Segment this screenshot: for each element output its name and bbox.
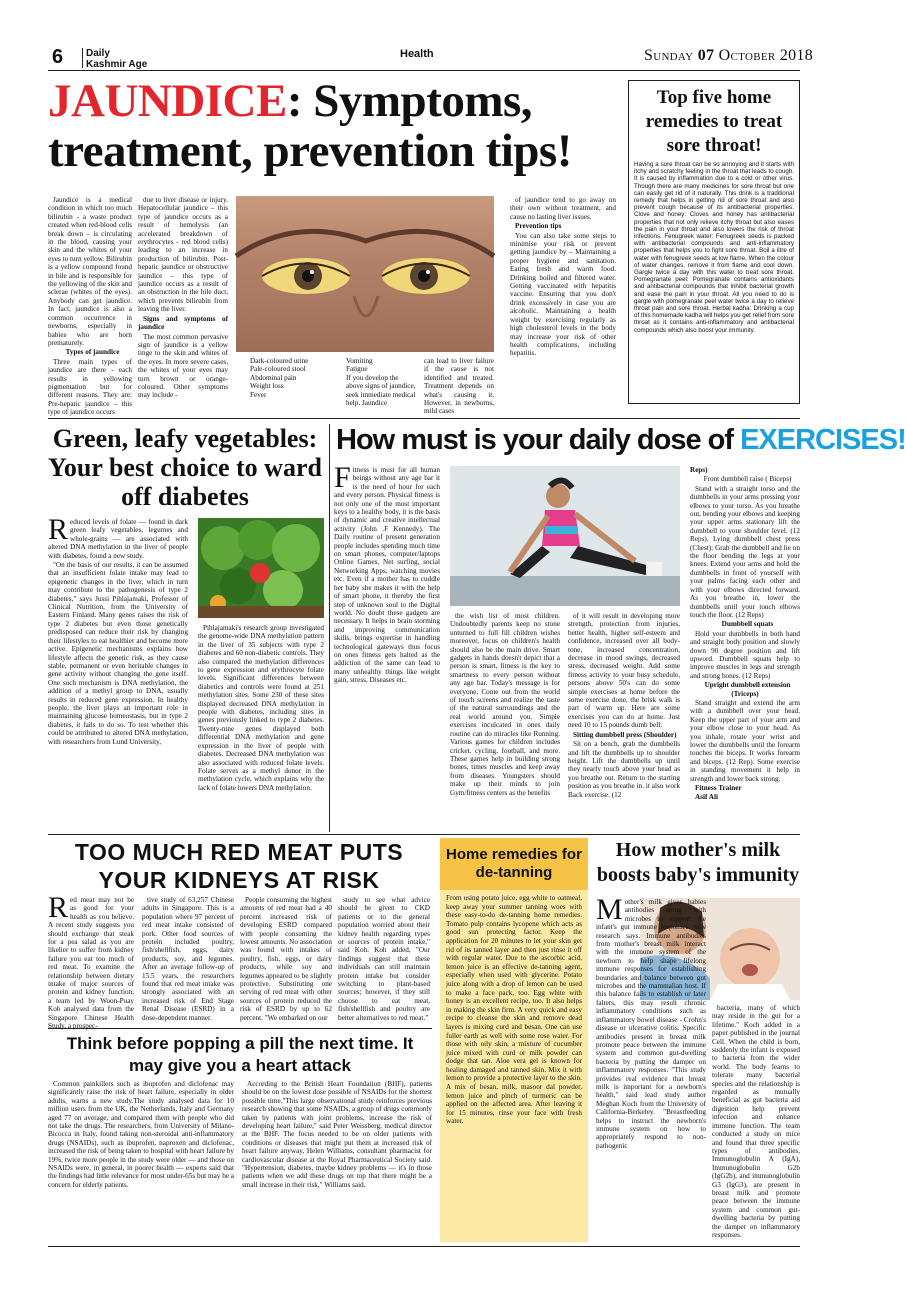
throat-title: Top five home remedies to treat sore throat!	[645, 87, 783, 156]
exercise-front-raise-heading: Front dumbbell raise ( Biceps)	[703, 475, 792, 484]
exercise-col1-para	[334, 461, 440, 685]
meat-dropcap: R	[48, 891, 69, 924]
jaundice-col5-text: of jaundice tend to go away on their own without treatment, and cause no lasting liver issues.	[510, 196, 616, 221]
exercise-col3	[568, 612, 680, 800]
brand-line2: Kashmir Age	[86, 59, 148, 70]
jaundice-signs-heading: Signs and symptoms of jaundice	[138, 314, 228, 332]
jaundice-col1-text: Jaundice is a medical condition in which too much bilirubin - a waste product created when red-blood cells break down – is circulating in the blood, causing your skin and the whites of your eyes to turn yellow. Bilirubin is a yellow compound found in bile and is responsible for the yellowing of the skin and sclerae (whites of the eyes). Anybody can get jaundice. In fact, jaundice is also a common occurrence in newborns, especially in babies who are born prematurely.	[48, 196, 132, 347]
exercise-col1	[334, 461, 440, 686]
meat-col3	[240, 896, 332, 1023]
jaundice-title-line2: treatment, prevention tips!	[48, 125, 572, 177]
jaundice-col5-text-b: You can also take some steps to minimise your risk or prevent getting jaundice by – Maintaining a proper hygiene and sanitation. Eating fresh and warm food. Drinking boiled and filtered water. Getting vaccinated with hepatitis vaccine. Ensuring that you don't drink excessively in case you are alcoholic. Maintaining a health weight by exercising regularly as high cholesterol levels in the body may increase your risk of other health complications, including hepatitis.	[510, 231, 616, 358]
exercise-title	[336, 424, 906, 457]
jaundice-types-heading: Types of jaundice	[65, 348, 120, 357]
exercise-author-role: Fitness Trainer	[695, 784, 742, 793]
greens-body2: Pihlajamaki's research group investigated the genome-wide DNA methylation pattern in the liver of 35 subjects with type 2 diabetes and 60 non-diabetic controls. They also compared the methylation differences to gene expression and erythrocyte folate levels. Significant differences between diabetics and controls were found at 251 methylation sites. Some 230 of these sites displayed decreased DNA methylation in people with diabetes, including sites in genes previously linked to type 2 diabetes. Twenty-nine genes displayed both differential DNA methylation and gene expression in the liver of people with diabetes. Decreased DNA methylation was also associated with reduced folate levels. Folate serves as a methyl donor in the methylation cycle, which explains why the lack of folate lowers DNA methylation.	[198, 624, 324, 792]
jaundice-col5	[510, 196, 616, 359]
greens-photo	[198, 518, 324, 618]
exercise-dropcap: F	[334, 461, 351, 494]
jaundice-col1	[48, 196, 132, 418]
meat-col3-text: People consuming the highest amounts of red meat had a 40 percent increased risk of developing ESRD compared with people consuming the lowest amounts. No association was found with intakes of poultry, fish, eggs, or dairy products, while soy and legumes appeared to be slightly protective. Substituting one serving of red meat with other sources of protein reduced the risk of ESRD by up to 62 percent. "We embarked on our	[240, 896, 332, 1022]
meat-col4	[338, 896, 430, 1023]
date-month: October	[718, 47, 776, 64]
exercise-title-blue: EXERCISES!	[740, 424, 906, 456]
milk-dropcap: M	[596, 893, 623, 926]
greens-dropcap: R	[48, 513, 69, 546]
exercise-col1-text: itness is must for all human beings without any age bar it is the need of hour for each and every person. Physical fitness is not only one of the most important keys to a healthy body, it is the basis of dynamic and creative intellectual activity (John .F Kennedy). The Daily routine of present generation people includes spending much time on smart phones, computer/laptops Online Games, Net surfing, social Networking Apps, watching movies etc. Even if a mother has to cuddle her baby she makes it with the help of smart phone, it thereby the first step of unknown soul to the Digital world. No doubt these gadgets are necessary. It helps in brain storming and improving communication skills, brings expertise in handling technological gateways thus focus on ones fitness gets halted as the addiction of the same can lead to many unhealthy things like weight gain, stress, Diseases etc.	[334, 466, 440, 685]
jaundice-prevention-heading: Prevention tips	[515, 222, 562, 231]
exercise-title-black: How must is your daily dose of	[336, 424, 741, 456]
greens-lead	[48, 513, 188, 560]
meat-title	[48, 838, 430, 894]
tanning-title: Home remedies for de-tanning	[446, 846, 582, 881]
bottom-rule	[48, 1246, 800, 1247]
jaundice-headline	[48, 76, 618, 176]
page-number: 6	[52, 46, 64, 68]
exercise-squats-heading: Dumbbell squats	[721, 620, 774, 629]
exercise-col3-text: of it will result in developing more strength, protection from injuries, better health, higher self-esteem and confidence, increased over all body-tone, increased concentration, decrease in mood swings, decreased stress, decreased weight. Add some fitness activity to your busy schedule, persons above 50's can do some simple exercises at home before the some exercise done, the brisk walk is part of warm up. Here are some exercises you can do at home. Just need 10 to 15 pounds dumb bell:	[568, 612, 680, 730]
row1-rule	[48, 418, 800, 419]
jaundice-title-red: JAUNDICE	[48, 75, 287, 127]
masthead-brand	[86, 48, 147, 70]
throat-box	[628, 80, 800, 404]
jaundice-eyes-photo	[236, 196, 494, 352]
pill-col2-text: According to the British Heart Foundation (BHF), patients should be on the lowest dose possible of NSAIDs for the shortest possible time."This large observational study reinforces previous research showing that some NSAIDs, a group of drugs commonly taken by patients with joint problems, increase the risk of developing heart failure," said Peter Weissberg, medical director at the BHF. The focus needed to be on older patients with conditions or diseases that might put them at increased risk of heart failure anyway, Helen Williams, consultant pharmacist for cardiovascular disease at the Royal Pharmaceutical Society said. "Hypertension, diabetes, maybe kidney problems — it's in those patients when we add these drugs on top that there might be a small increase in their risk," Williams said.	[242, 1080, 432, 1189]
exercise-col4	[690, 466, 800, 803]
issue-date	[644, 47, 813, 65]
greens-title: Green, leafy vegetables: Your best choice to ward off diabetes	[48, 424, 322, 511]
greens-col1	[48, 513, 188, 747]
exercise-col3-text-b: Sit on a bench, grab the dumbbells and lift the dumbbells up to shoulder height. Lift the dumbbells up until they nearly touch above your head as you breathe out. Return to the starting position as you breathe in. it also work Back exercise. (12	[568, 740, 680, 799]
jaundice-col2-text: due to liver disease or injury. Hepatocellular jaundice – this type of jaundice occurs as a result of hemolysis (an accelerated breakdown of erythrocytes - red blood cells) leading to an increase in production of bilirubin. Post-hepatic jaundice or obstructive jaundice – this type of jaundice occurs as a result of an obstruction in the bile duct, which prevents bilirubin from leaving the liver.	[138, 196, 228, 314]
jaundice-col2-text-b: The most common pervasive sign of jaundice is a yellow tinge to the skin and whites of the eyes. In more severe cases, the whites of your eyes may turn brown or orange-coloured. Other symptoms may include -	[138, 332, 228, 400]
greens-col2	[198, 624, 324, 793]
jaundice-title-rest: : Symptoms,	[286, 75, 533, 127]
meat-col1-text: ed meat may not be as good for your health as you believe. A recent study suggests you should exchange that steak for a pea salad as you are likelier to suffer from kidney failure you eat too much of red meat. To examine the relationship between dietary intake of major sources of protein and kidney function, a team led by Woon-Puay Koh analysed data from the Singapore Chinese Health Study, a prospec-	[48, 896, 134, 1031]
exercise-col4-reps: Reps)	[690, 466, 708, 474]
jaundice-col1-text-b: Three main types of jaundice are there - each results in yellowing pigmentation but for different reasons. They are: Pre-hepatic jaundice – this type of jaundice occurs	[48, 357, 132, 417]
vegetables-illustration	[198, 518, 324, 618]
exercise-col2	[450, 612, 560, 798]
jaundice-symptoms-b: Vomiting Fatigue If you develop the above signs of jaundice, seek immediate medical help. Jaundice	[346, 357, 416, 408]
tanning-header	[440, 838, 588, 890]
pill-col1	[48, 1080, 234, 1190]
exercise-col4-text-b: Stand with a straight torso and the dumbbells in your arms pressing your elbows to your torso. As you breathe out, bending your elbows and keeping your upper arms stationary lift the dumbbell to your shoulder level. (12 Reps). Lying dumbbell chest press (Chest): Grab the dumbbell and lie on the floor bending the legs at your knees. Extend your arms and hold the dumbbells in front of yourself with your palms facing each other and with your elbows directed forward. As you breathe in, lower the dumbbells until your touch elbows touch the floor. (12 Reps)	[690, 484, 800, 619]
pill-col2	[242, 1080, 432, 1190]
meat-col2-text: tive study of 63,257 Chinese adults in Singapore. This is a population where 97 percent of red meat intake consisted of pork. Other food sources of protein included poultry, fish/shellfish, eggs, dairy products, soy, and legumes. After an average follow-up of 15.5 years, the researchers found that red meat intake was strongly associated with an increased risk of End Stage Renal Disease (ESRD) in a dose-dependent manner.	[142, 896, 234, 1022]
tanning-body: From using potato juice, egg white to oatmeal, keep away your summer tanning woes with these easy-to-do de-tanning home remedies. Tomato pulp contains lycopene which acts as good sun protecting factor. Keep the application for 20 minutes to let your skin get rid of its tanned layer and then just rinse it off with regular water. Due to the ascorbic acid, lemon juice is an effective de-tanning agent, especially when used with glycerine. Potato juice along with a drop of lemon can be used to make a face pack, too. Egg white with honey is an excellent recipe, too. It also helps in making the skin firm. A very quick and easy recipe to cleanse the skin and remove dead layers is mixing curd and besan. One can use fuller earth as well with some rose water. For those with oily skin, a mixture of cucumber juice mixed with curd or milk powder can dodge that tan. Aloe vera gel is known for healing damaged and tanned skin. Mix it with lemon to provide a protective layer to the skin. A mix of besan, milk, masoor dal powder, lemon juice and pinch of turmeric can be applied on the affected area. After leaving it for 15 minutes, rinse your face with fresh water.	[440, 890, 588, 1242]
row2-rule	[48, 834, 800, 835]
meat-col2	[142, 896, 234, 1023]
pill-title-line1: Think before popping a pill the next time. It	[66, 1034, 414, 1053]
exercise-extension-heading: Upright dumbbell extension (Triceps)	[704, 681, 791, 698]
meat-col4-text: study to see what advice should be given to CKD patients or to the general population worried about their kidney health regarding types or sources of protein intake," said Koh. Koh added, "Our findings suggest that these individuals can still maintain protein intake but consider switching to plant-based sources; however, if they still choose to eat meat, fish/shellfish and poultry are better alternatives to red meat."	[338, 896, 430, 1022]
exercise-col4-text-c: Hold your dumbbells in both hand and straight body position and slowly down 90 degree position and lift upword. Dumbbell squats help to improve muscles in legs and strength and strong bones. (12 Reps)	[690, 629, 800, 680]
masthead-rule	[48, 70, 800, 71]
exercise-author-name: Asif Ali	[695, 793, 718, 802]
greens-lead-text: educed levels of folate — found in dark green leafy vegetables, legumes and whole-grains — are associated with altered DNA methylation in the liver of people with diabetes, found a new study.	[48, 518, 188, 560]
meat-col1-para	[48, 891, 134, 1031]
stretching-woman-illustration	[450, 466, 680, 606]
pill-col1-text: Common painkillers such as ibuprofen and diclofenac may significantly raise the risk of heart failure, especially in older adults, warns a new study.The study analysed data for 10 million users from the UK, the Netherlands, Italy and Germany aged 77 on average, and compared them with people who did not take the drugs. The researchers, from University of Milano-Bicocca in Italy, found taking non-steroidal anti-inflammatory drugs (NSAIDs), such as ibuprofen, naproxen and diclofenac, increased the risk of being taken to hospital with heart failure by 19%, twice more people in the study were older — and those on NSAIDs were, in general, in poorer health — experts said that the findings had little relevance for most under-65s but may be a concern for elderly patients.	[48, 1080, 234, 1189]
pill-title-line2: may give you a heart attack	[128, 1056, 352, 1075]
jaundice-col2	[138, 196, 228, 401]
milk-col1	[596, 893, 706, 1151]
exercise-sitting-press-heading: Sitting dumbbell press (Shoulder)	[573, 730, 677, 739]
meat-title-line2: YOUR KIDNEYS AT RISK	[98, 867, 380, 893]
pill-header	[48, 1028, 432, 1074]
date-day: Sunday	[644, 47, 694, 64]
masthead-divider	[82, 48, 83, 68]
jaundice-symptoms-list: Dark-coloured urine Pale-coloured stool Abdominal pain Weight loss Fever	[250, 357, 309, 399]
milk-title: How mother's milk boosts baby's immunity	[596, 839, 800, 886]
milk-col1-para	[596, 893, 706, 1150]
brand-line1: Daily	[86, 48, 110, 59]
greens-body1: "On the basis of our results, it can be assumed that an insufficient folate intake may lead to epigenetic changes in the liver, which in turn may contribute to the pathogenesis of type 2 diabetes," says Jussi Pihlajamaki, Professor of Clinical Nutrition, from the University of Eastern Finland. Many genes raises the risk of type 2 diabetes but even those genetically predisposed can reduce their risk by changing their lifestyles to eat healthier and become more active. Epigenetic mechanisms explains how lifestyle affects the genetic risk, as they cause stable, permanent or even heritable changes in gene activity without changing the gene itself. One such mechanism is DNA methylation, the addition of a methyl group to DNA, usually results in reduced gene expression. In healthy people, the liver plays an important role in maintaining glucose homeostasis, but in type 2 diabetes, it fails to do so. To test whether this could be attributed to altered DNA methylation, with researchers from Lund University,	[48, 561, 188, 746]
meat-title-line1: TOO MUCH RED MEAT PUTS	[74, 839, 404, 865]
date-year: 2018	[779, 47, 814, 64]
milk-col1-text: other's milk gives babies antibodies along with microbes to support the infant's gut immune responses, new research says. Immune antibodies from mother's breast milk interact with the immune system of the newborn to help shape lifelong immune responses for establishing boundaries and balance between gut microbes and the mammalian host. If this balance fails to establish or later falters, this may result chronic inflammatory conditions such as inflammatory bowel disease - Crohn's disease or ulcerative colitis. Specific antibodies present in breast milk promote peace between the immune system and common gut-dwelling bacteria by putting the damper on inflammatory responses. "This study provides real evidence that breast milk is important for a newborn's health," said lead study author Meghan Koch from the University of California-Berkeley. "Breastfeeding helps to instruct the newborn's immune system on how to appropriately respond to non-pathogenic	[596, 898, 706, 1150]
exercise-col4-text-d: Stand straight and extend the arm with a dumbbell over your head. Keep the upper part of your arm and your elbow close to your head. As you inhale, rotate your wrist and lower the dumbbells until the forearm touches the biceps. It works forearm and biceps. (12 Rep). Some exercise in standing movement it help in strength and lower back strong.	[690, 698, 800, 783]
vertical-rule-greens	[329, 424, 330, 832]
exercise-photo	[450, 466, 680, 606]
section-tag: Health	[400, 48, 434, 60]
exercise-col2-text: the wish list of most children. Undoubtedly parents keep no stone unturned to full fill children wishes moreover, focus on children's health should also be the main drive. Smart gadgets in hands doesn't depict that a person is smart, fitness is the key to smartness to every person without any age bar. Today's message is for everyone, Come out from the world of touch screens and realize the taste of the natural surroundings and the real world around you. Simple exercises inculcated in ones daily routine can do miracles like Running. Various games for children includes cricket, cycling, football, and more. These games help in building strong bones, times muscles and keep away from diseases. Youngsters should make up their minds to join Gym/fitness centers as the benefits	[450, 612, 560, 797]
date-num: 07	[697, 47, 715, 64]
milk-col2-text: bacteria, many of which may reside in the gut for a lifetime." Koch added in a paper published in the journal Cell. When the child is born, suddenly the infant is exposed to bacteria from the wider world. The body learns to tolerate many bacterial species and the relationship is regarded as mutually beneficial as gut bacteria aid digestion help prevent infection and enhance immune function. The team conducted a study on mice and found that three specific types of antibodies, Immunoglobulin A (IgA), Immunoglobulin G2b (IgG2b), and immunoglobulin G3 (IgG3), are present in breast milk and promote peace between the immune system and common gut-dwelling bacteria by putting the damper on inflammatory responses.	[712, 1004, 800, 1239]
eyes-illustration	[236, 196, 494, 352]
meat-col1	[48, 891, 134, 1032]
throat-body: Having a sore throat can be so annoying and it starts with itchy and scratchy feeling in the throat that leads to cough. It is caused by inflammation due to a cold or other virus. Though there are many medicines for sore throat but one can easily get rid of it naturally. This drink is a traditional remedy that helps in getting rid of sore throat and also prevent cough because of its antibacterial properties. Clove and honey: Cloves and honey has antibacterial properties that not only relieve itchy throat but also eases the pain in your throat and also lowers the risk of throat infections. Fenugreek water: Fenugreek seeds is packed with antibacterial compounds and anti-inflammatory properties that helps you to fight sore throat. Boil a litre of water with fenugreek seeds at low flame. When the colour of water changes, remove it from flame and cool down. Gargle twice a day with this water to treat sore throat. Pomegranate peel: Pomegranate contains antioxidants and antibacterial compounds that inhibit bacterial growth and ease the pain in your throat. All you need to do is gargle with pomegranate peel water twice a day to relieve throat pain and sore throat. Herbal kadha: Drinking a cup of this homemade kadha will helps you get relief from sore throat as it contains anti-inflammatory and antibacterial compounds which also boost your immunity.	[634, 161, 794, 334]
masthead	[48, 44, 814, 70]
milk-col2	[712, 1004, 800, 1240]
jaundice-symptoms-c: can lead to liver failure if the cause is not identified and treated. Treatment depends on what's causing it. However, in newborns, mild cases	[424, 357, 494, 416]
